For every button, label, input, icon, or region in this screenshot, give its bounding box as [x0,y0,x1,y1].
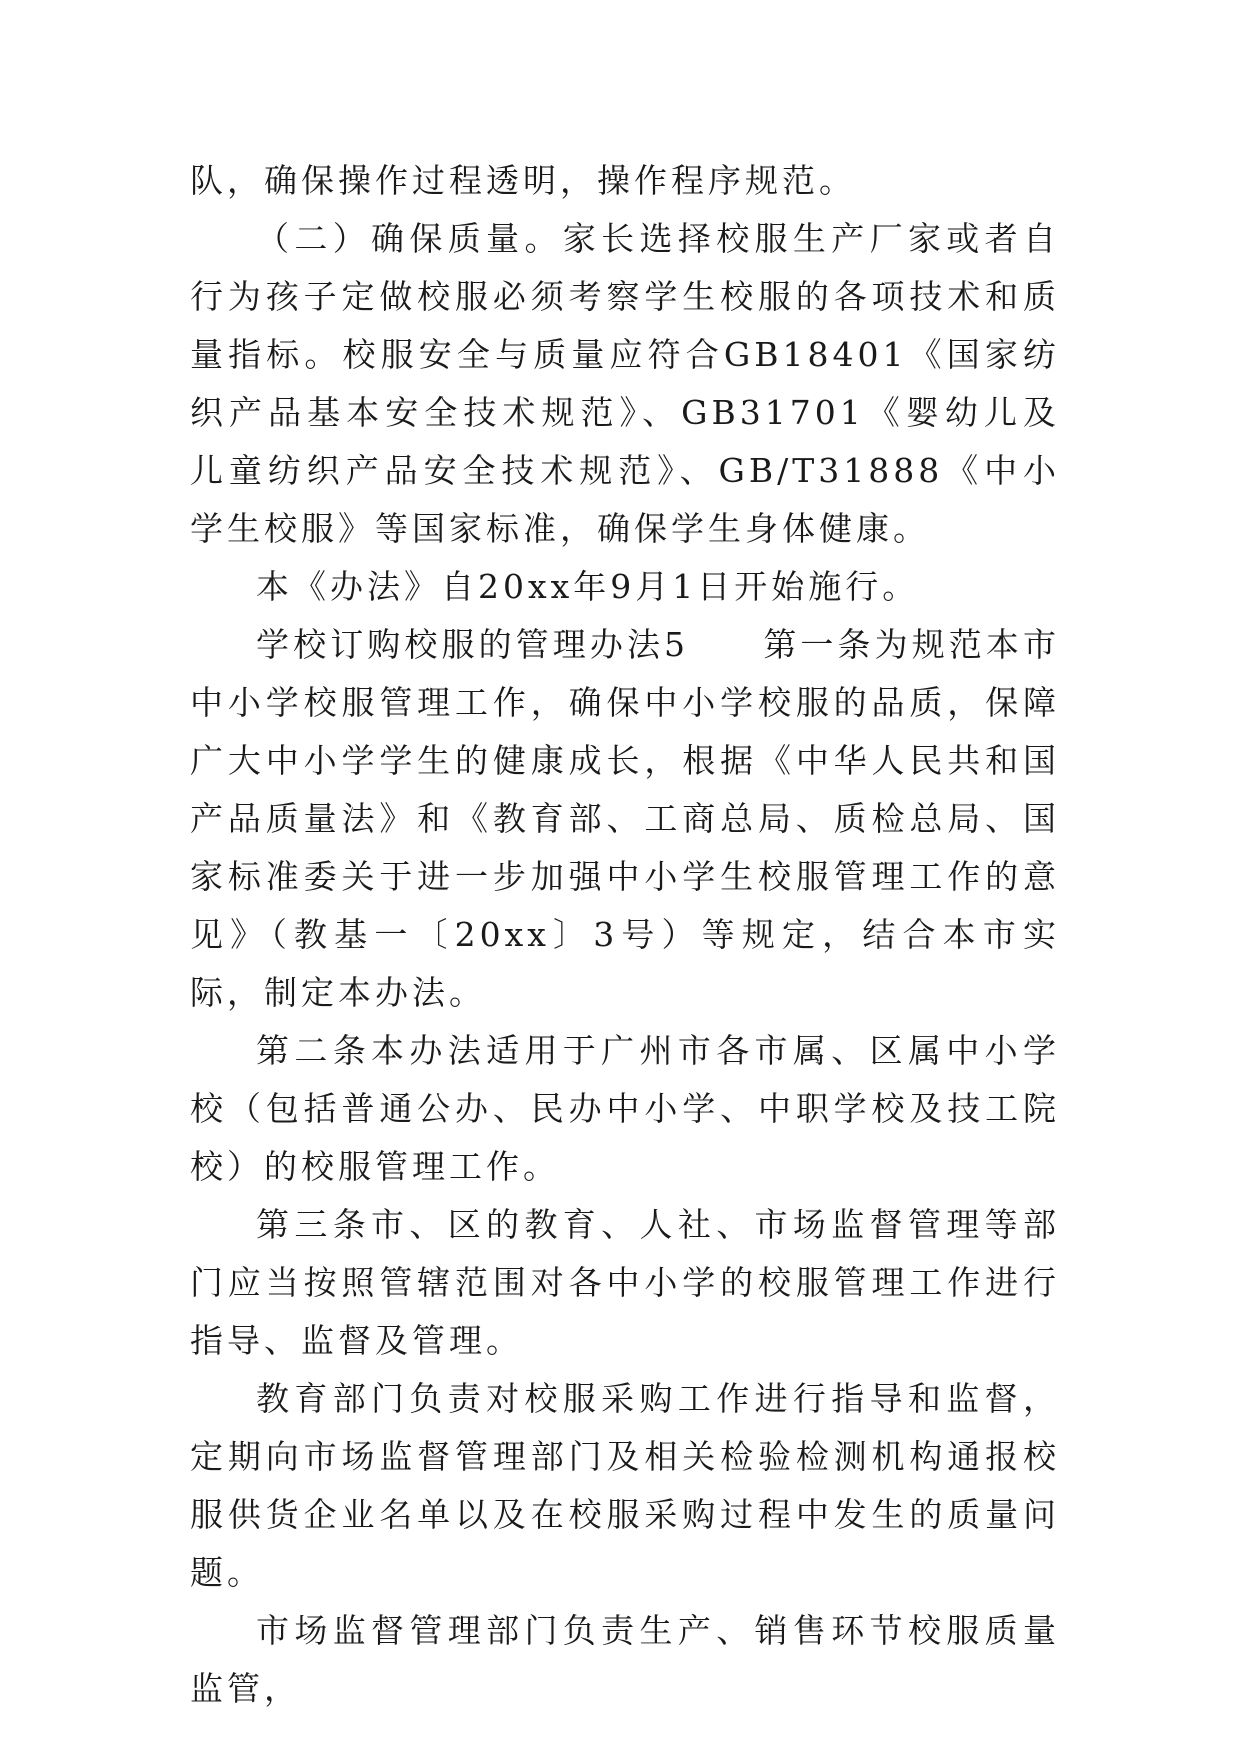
paragraph-2: （二）确保质量。家长选择校服生产厂家或者自行为孩子定做校服必须考察学生校服的各项技术和质量指标。校服安全与质量应符合GB18401《国家纺织产品基本安全技术规范》、GB31701《婴幼儿及儿童纺织产品安全技术规范》、GB/T31888《中小学生校服》等国家标准，确保学生身体健康。 [190,219,1060,548]
paragraph-1: 队，确保操作过程透明，操作程序规范。 [190,161,856,200]
paragraph-7: 教育部门负责对校服采购工作进行指导和监督，定期向市场监督管理部门及相关检验检测机构通报校服供货企业名单以及在校服采购过程中发生的质量问题。 [190,1379,1060,1592]
paragraph-6: 第三条市、区的教育、人社、市场监督管理等部门应当按照管辖范围对各中小学的校服管理工作进行指导、监督及管理。 [190,1205,1060,1360]
paragraph-5: 第二条本办法适用于广州市各市属、区属中小学校（包括普通公办、民办中小学、中职学校及技工院校）的校服管理工作。 [190,1031,1060,1186]
document-body [190,152,1060,1718]
paragraph-3: 本《办法》自20xx年9月1日开始施行。 [256,567,920,606]
paragraph-4: 学校订购校服的管理办法5 第一条为规范本市中小学校服管理工作，确保中小学校服的品质，保障广大中小学学生的健康成长，根据《中华人民共和国产品质量法》和《教育部、工商总局、质检总局、国家标准委关于进一步加强中小学生校服管理工作的意见》（教基一〔20xx〕3号）等规定，结合本市实际，制定本办法。 [190,625,1060,1012]
paragraph-8: 市场监督管理部门负责生产、销售环节校服质量监管， [190,1611,1060,1708]
